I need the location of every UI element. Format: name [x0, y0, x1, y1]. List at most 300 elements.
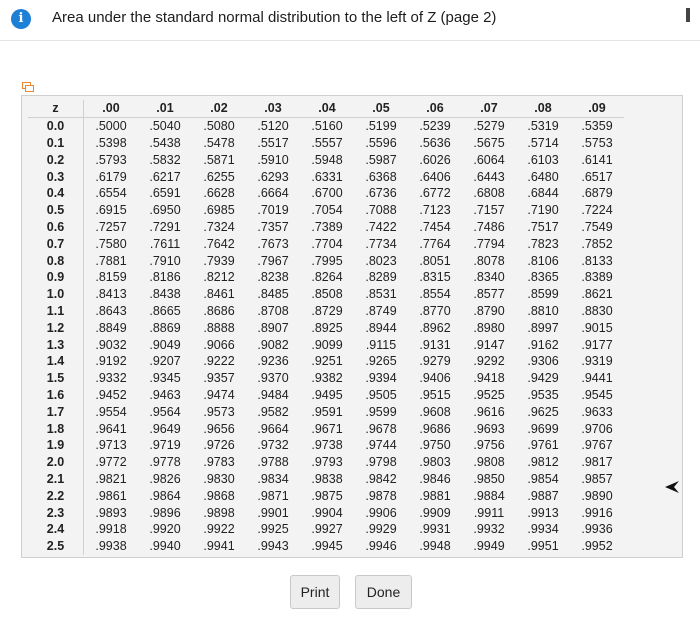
probability-cell: .6628: [203, 186, 235, 201]
probability-cell: .6406: [419, 169, 451, 184]
probability-cell: .8997: [527, 320, 559, 335]
probability-cell: .9535: [527, 387, 559, 402]
probability-cell: .9884: [473, 488, 505, 503]
probability-cell: .5675: [473, 135, 505, 150]
z-table-body: [28, 117, 624, 554]
table-row: [28, 252, 624, 269]
probability-cell: .9783: [203, 455, 235, 470]
z-value-cell: 0.5: [28, 202, 84, 219]
z-value-cell: 2.0: [28, 454, 84, 471]
probability-cell: .9940: [149, 539, 181, 554]
probability-cell: .7224: [581, 203, 613, 218]
probability-cell: .7123: [419, 203, 451, 218]
z-value-cell: 1.7: [28, 403, 84, 420]
probability-cell: .9706: [581, 421, 613, 436]
z-value-cell: 0.8: [28, 252, 84, 269]
probability-cell: .7881: [95, 253, 127, 268]
probability-cell: .5319: [527, 119, 559, 134]
probability-cell: .7704: [311, 236, 343, 251]
probability-cell: .9922: [203, 522, 235, 537]
probability-cell: .7517: [527, 219, 559, 234]
table-row: [28, 303, 624, 320]
probability-cell: .9525: [473, 387, 505, 402]
table-row: [28, 151, 624, 168]
table-row: [28, 319, 624, 336]
probability-cell: .8925: [311, 320, 343, 335]
probability-cell: .8869: [149, 320, 181, 335]
probability-cell: .7088: [365, 203, 397, 218]
probability-cell: .9292: [473, 354, 505, 369]
probability-cell: .9875: [311, 488, 343, 503]
probability-cell: .9616: [473, 404, 505, 419]
probability-cell: .9382: [311, 371, 343, 386]
probability-cell: .8665: [149, 303, 181, 318]
mouse-cursor-icon: [664, 480, 680, 494]
probability-cell: .9345: [149, 371, 181, 386]
probability-cell: .6950: [149, 203, 181, 218]
done-button[interactable]: Done: [355, 575, 412, 609]
probability-cell: .6293: [257, 169, 289, 184]
z-value-cell: 2.2: [28, 487, 84, 504]
column-header: .07: [462, 100, 516, 117]
probability-cell: .6517: [581, 169, 613, 184]
probability-cell: .9846: [419, 471, 451, 486]
z-value-cell: 0.4: [28, 185, 84, 202]
probability-cell: .7389: [311, 219, 343, 234]
probability-cell: .9901: [257, 505, 289, 520]
probability-cell: .6368: [365, 169, 397, 184]
probability-cell: .9927: [311, 522, 343, 537]
probability-cell: .9946: [365, 539, 397, 554]
column-header: .02: [192, 100, 246, 117]
probability-cell: .8389: [581, 270, 613, 285]
probability-cell: .5910: [257, 152, 289, 167]
z-value-cell: 0.2: [28, 151, 84, 168]
probability-cell: .9767: [581, 438, 613, 453]
probability-cell: .8051: [419, 253, 451, 268]
z-value-cell: 1.2: [28, 319, 84, 336]
table-row: [28, 235, 624, 252]
probability-cell: .9826: [149, 471, 181, 486]
probability-cell: .5987: [365, 152, 397, 167]
table-row: [28, 336, 624, 353]
probability-cell: .9678: [365, 421, 397, 436]
probability-cell: .9147: [473, 337, 505, 352]
probability-cell: .7486: [473, 219, 505, 234]
probability-cell: .5359: [581, 119, 613, 134]
probability-cell: .8106: [527, 253, 559, 268]
table-row: [28, 168, 624, 185]
table-row: [28, 437, 624, 454]
probability-cell: .8729: [311, 303, 343, 318]
probability-cell: .9099: [311, 337, 343, 352]
z-value-cell: 0.9: [28, 269, 84, 286]
probability-cell: .6141: [581, 152, 613, 167]
z-value-cell: 2.4: [28, 521, 84, 538]
probability-cell: .8340: [473, 270, 505, 285]
probability-cell: .9857: [581, 471, 613, 486]
probability-cell: .9951: [527, 539, 559, 554]
probability-cell: .9306: [527, 354, 559, 369]
probability-cell: .7549: [581, 219, 613, 234]
probability-cell: .7054: [311, 203, 343, 218]
probability-cell: .9726: [203, 438, 235, 453]
probability-cell: .9854: [527, 471, 559, 486]
probability-cell: .6736: [365, 186, 397, 201]
probability-cell: .7357: [257, 219, 289, 234]
table-row: [28, 286, 624, 303]
probability-cell: .7995: [311, 253, 343, 268]
probability-cell: .9842: [365, 471, 397, 486]
table-row: [28, 117, 624, 134]
probability-cell: .8888: [203, 320, 235, 335]
table-row: [28, 387, 624, 404]
probability-cell: .9949: [473, 539, 505, 554]
probability-cell: .9656: [203, 421, 235, 436]
column-header: .03: [246, 100, 300, 117]
probability-cell: .5040: [149, 119, 181, 134]
column-header: .06: [408, 100, 462, 117]
probability-cell: .9582: [257, 404, 289, 419]
probability-cell: .9817: [581, 455, 613, 470]
info-icon: i: [11, 9, 31, 29]
probability-cell: .6480: [527, 169, 559, 184]
probability-cell: .8686: [203, 303, 235, 318]
probability-cell: .5557: [311, 135, 343, 150]
probability-cell: .9896: [149, 505, 181, 520]
probability-cell: .5948: [311, 152, 343, 167]
probability-cell: .9738: [311, 438, 343, 453]
probability-cell: .8770: [419, 303, 451, 318]
probability-cell: .6985: [203, 203, 235, 218]
table-row: [28, 538, 624, 555]
probability-cell: .9713: [95, 438, 127, 453]
probability-cell: .9608: [419, 404, 451, 419]
probability-cell: .9916: [581, 505, 613, 520]
probability-cell: .8554: [419, 287, 451, 302]
probability-cell: .5120: [257, 119, 289, 134]
probability-cell: .7967: [257, 253, 289, 268]
z-value-cell: 1.9: [28, 437, 84, 454]
probability-cell: .9015: [581, 320, 613, 335]
probability-cell: .9808: [473, 455, 505, 470]
probability-cell: .9756: [473, 438, 505, 453]
probability-cell: .5239: [419, 119, 451, 134]
z-value-cell: 1.6: [28, 387, 84, 404]
probability-cell: .9192: [95, 354, 127, 369]
probability-cell: .9474: [203, 387, 235, 402]
probability-cell: .9686: [419, 421, 451, 436]
probability-cell: .8849: [95, 320, 127, 335]
probability-cell: .9909: [419, 505, 451, 520]
probability-cell: .9332: [95, 371, 127, 386]
probability-cell: .8485: [257, 287, 289, 302]
probability-cell: .9798: [365, 455, 397, 470]
probability-cell: .7580: [95, 236, 127, 251]
probability-cell: .9515: [419, 387, 451, 402]
probability-cell: .8238: [257, 270, 289, 285]
probability-cell: .7673: [257, 236, 289, 251]
column-header: .00: [84, 100, 139, 117]
probability-cell: .9913: [527, 505, 559, 520]
column-header: .08: [516, 100, 570, 117]
probability-cell: .9131: [419, 337, 451, 352]
probability-cell: .9693: [473, 421, 505, 436]
probability-cell: .8264: [311, 270, 343, 285]
probability-cell: .5160: [311, 119, 343, 134]
probability-cell: .7454: [419, 219, 451, 234]
table-row: [28, 454, 624, 471]
probability-cell: .9251: [311, 354, 343, 369]
probability-cell: .8749: [365, 303, 397, 318]
probability-cell: .9778: [149, 455, 181, 470]
column-header: .04: [300, 100, 354, 117]
probability-cell: .8621: [581, 287, 613, 302]
z-table: [28, 100, 624, 555]
z-value-cell: 2.3: [28, 504, 84, 521]
probability-cell: .9943: [257, 539, 289, 554]
probability-cell: .9671: [311, 421, 343, 436]
table-row: [28, 219, 624, 236]
probability-cell: .9370: [257, 371, 289, 386]
probability-cell: .9931: [419, 522, 451, 537]
probability-cell: .8461: [203, 287, 235, 302]
probability-cell: .9265: [365, 354, 397, 369]
z-value-cell: 0.3: [28, 168, 84, 185]
probability-cell: .8289: [365, 270, 397, 285]
probability-cell: .5832: [149, 152, 181, 167]
probability-cell: .7910: [149, 253, 181, 268]
probability-cell: .9641: [95, 421, 127, 436]
probability-cell: .6103: [527, 152, 559, 167]
probability-cell: .9162: [527, 337, 559, 352]
probability-cell: .9452: [95, 387, 127, 402]
probability-cell: .9920: [149, 522, 181, 537]
table-row: [28, 185, 624, 202]
probability-cell: .6808: [473, 186, 505, 201]
probability-cell: .9279: [419, 354, 451, 369]
probability-cell: .8508: [311, 287, 343, 302]
probability-cell: .9871: [257, 488, 289, 503]
probability-cell: .6664: [257, 186, 289, 201]
probability-cell: .8315: [419, 270, 451, 285]
probability-cell: .6915: [95, 203, 127, 218]
probability-cell: .9887: [527, 488, 559, 503]
probability-cell: .6217: [149, 169, 181, 184]
probability-cell: .5596: [365, 135, 397, 150]
table-row: [28, 471, 624, 488]
probability-cell: .6554: [95, 186, 127, 201]
probability-cell: .9952: [581, 539, 613, 554]
probability-cell: .9441: [581, 371, 613, 386]
probability-cell: .9573: [203, 404, 235, 419]
probability-cell: .9495: [311, 387, 343, 402]
probability-cell: .9868: [203, 488, 235, 503]
probability-cell: .7852: [581, 236, 613, 251]
z-value-cell: 0.6: [28, 219, 84, 236]
probability-cell: .5279: [473, 119, 505, 134]
probability-cell: .9664: [257, 421, 289, 436]
probability-cell: .6331: [311, 169, 343, 184]
probability-cell: .9732: [257, 438, 289, 453]
probability-cell: .8790: [473, 303, 505, 318]
probability-cell: .7764: [419, 236, 451, 251]
probability-cell: .9938: [95, 539, 127, 554]
probability-cell: .9406: [419, 371, 451, 386]
z-value-cell: 1.4: [28, 353, 84, 370]
probability-cell: .5714: [527, 135, 559, 150]
probability-cell: .6179: [95, 169, 127, 184]
z-value-cell: 2.5: [28, 538, 84, 555]
probability-cell: .9633: [581, 404, 613, 419]
probability-cell: .9898: [203, 505, 235, 520]
probability-cell: .7291: [149, 219, 181, 234]
probability-cell: .8413: [95, 287, 127, 302]
probability-cell: .7642: [203, 236, 235, 251]
probability-cell: .5636: [419, 135, 451, 150]
z-value-cell: 1.8: [28, 420, 84, 437]
probability-cell: .9750: [419, 438, 451, 453]
probability-cell: .8599: [527, 287, 559, 302]
dialog-title: Area under the standard normal distribution to the left of Z (page 2): [52, 9, 497, 26]
table-row: [28, 504, 624, 521]
probability-cell: .8023: [365, 253, 397, 268]
probability-cell: .9821: [95, 471, 127, 486]
probability-cell: .6443: [473, 169, 505, 184]
probability-cell: .9545: [581, 387, 613, 402]
probability-cell: .8830: [581, 303, 613, 318]
table-row: [28, 269, 624, 286]
table-row: [28, 370, 624, 387]
probability-cell: .5478: [203, 135, 235, 150]
probability-cell: .9222: [203, 354, 235, 369]
probability-cell: .9744: [365, 438, 397, 453]
probability-cell: .8944: [365, 320, 397, 335]
probability-cell: .5000: [95, 119, 127, 134]
probability-cell: .7190: [527, 203, 559, 218]
probability-cell: .9591: [311, 404, 343, 419]
probability-cell: .5793: [95, 152, 127, 167]
probability-cell: .8907: [257, 320, 289, 335]
probability-cell: .9864: [149, 488, 181, 503]
probability-cell: .9082: [257, 337, 289, 352]
probability-cell: .9929: [365, 522, 397, 537]
probability-cell: .9699: [527, 421, 559, 436]
probability-cell: .7794: [473, 236, 505, 251]
probability-cell: .9803: [419, 455, 451, 470]
probability-cell: .9649: [149, 421, 181, 436]
probability-cell: .9904: [311, 505, 343, 520]
probability-cell: .6591: [149, 186, 181, 201]
z-value-cell: 0.1: [28, 135, 84, 152]
probability-cell: .9925: [257, 522, 289, 537]
probability-cell: .9893: [95, 505, 127, 520]
probability-cell: .9932: [473, 522, 505, 537]
table-row: [28, 420, 624, 437]
table-row: [28, 353, 624, 370]
probability-cell: .8708: [257, 303, 289, 318]
probability-cell: .9236: [257, 354, 289, 369]
probability-cell: .7019: [257, 203, 289, 218]
column-header: .01: [138, 100, 192, 117]
probability-cell: .9115: [365, 337, 397, 352]
z-value-cell: 1.0: [28, 286, 84, 303]
probability-cell: .8212: [203, 270, 235, 285]
z-value-cell: 0.7: [28, 235, 84, 252]
z-value-cell: 1.3: [28, 336, 84, 353]
table-row: [28, 403, 624, 420]
probability-cell: .9788: [257, 455, 289, 470]
probability-cell: .9945: [311, 539, 343, 554]
probability-cell: .9357: [203, 371, 235, 386]
copy-icon[interactable]: [22, 82, 34, 92]
probability-cell: .9463: [149, 387, 181, 402]
column-header: .05: [354, 100, 408, 117]
probability-cell: .5438: [149, 135, 181, 150]
probability-cell: .9878: [365, 488, 397, 503]
column-header: .09: [570, 100, 624, 117]
probability-cell: .6879: [581, 186, 613, 201]
probability-cell: .9918: [95, 522, 127, 537]
probability-cell: .7422: [365, 219, 397, 234]
probability-cell: .9890: [581, 488, 613, 503]
probability-cell: .6772: [419, 186, 451, 201]
probability-cell: .6064: [473, 152, 505, 167]
probability-cell: .9793: [311, 455, 343, 470]
probability-cell: .6026: [419, 152, 451, 167]
print-button[interactable]: Print: [290, 575, 340, 609]
z-value-cell: 1.1: [28, 303, 84, 320]
probability-cell: .9834: [257, 471, 289, 486]
table-row: [28, 521, 624, 538]
probability-cell: .9599: [365, 404, 397, 419]
probability-cell: .8078: [473, 253, 505, 268]
table-row: [28, 487, 624, 504]
probability-cell: .7611: [149, 236, 181, 251]
probability-cell: .9911: [473, 505, 505, 520]
probability-cell: .9564: [149, 404, 181, 419]
probability-cell: .9429: [527, 371, 559, 386]
probability-cell: .9941: [203, 539, 235, 554]
probability-cell: .9505: [365, 387, 397, 402]
probability-cell: .9838: [311, 471, 343, 486]
probability-cell: .9625: [527, 404, 559, 419]
probability-cell: .7823: [527, 236, 559, 251]
probability-cell: .9850: [473, 471, 505, 486]
probability-cell: .5517: [257, 135, 289, 150]
probability-cell: .9906: [365, 505, 397, 520]
probability-cell: .7257: [95, 219, 127, 234]
probability-cell: .9319: [581, 354, 613, 369]
probability-cell: .9207: [149, 354, 181, 369]
probability-cell: .8980: [473, 320, 505, 335]
probability-cell: .9830: [203, 471, 235, 486]
probability-cell: .8133: [581, 253, 613, 268]
probability-cell: .9418: [473, 371, 505, 386]
probability-cell: .7157: [473, 203, 505, 218]
probability-cell: .5199: [365, 119, 397, 134]
probability-cell: .9049: [149, 337, 181, 352]
probability-cell: .9861: [95, 488, 127, 503]
probability-cell: .5080: [203, 119, 235, 134]
table-row: [28, 202, 624, 219]
probability-cell: .9394: [365, 371, 397, 386]
probability-cell: .6255: [203, 169, 235, 184]
z-column-header: z: [28, 100, 84, 117]
probability-cell: .5398: [95, 135, 127, 150]
probability-cell: .8159: [95, 270, 127, 285]
restore-icon[interactable]: [686, 8, 690, 22]
